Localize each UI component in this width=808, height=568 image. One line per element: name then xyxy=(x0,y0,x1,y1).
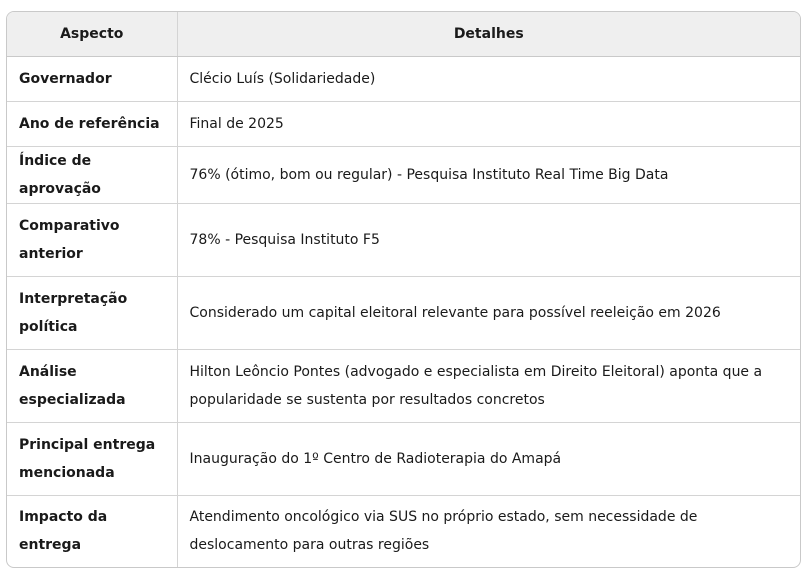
detail-cell: Inauguração do 1º Centro de Radioterapia do Amapá xyxy=(177,422,800,495)
detail-cell: Final de 2025 xyxy=(177,101,800,146)
aspect-cell: Impacto da entrega xyxy=(7,495,177,567)
table-row xyxy=(7,276,800,349)
table-row xyxy=(7,349,800,422)
aspect-cell: Índice de aprovação xyxy=(7,146,177,203)
column-header-aspect: Aspecto xyxy=(7,12,177,56)
aspect-cell: Interpretação política xyxy=(7,276,177,349)
aspect-cell: Análise especializada xyxy=(7,349,177,422)
aspect-cell: Comparativo anterior xyxy=(7,203,177,276)
table-row xyxy=(7,203,800,276)
table-row xyxy=(7,495,800,567)
table-header xyxy=(7,12,800,56)
table-body xyxy=(7,56,800,567)
detail-cell: Atendimento oncológico via SUS no próprio estado, sem necessidade de deslocamento para outras regiões xyxy=(189,509,698,554)
aspect-cell: Governador xyxy=(7,56,177,101)
data-table xyxy=(7,12,800,567)
data-table-container xyxy=(6,11,801,568)
detail-cell: Clécio Luís (Solidariedade) xyxy=(177,56,800,101)
table-row xyxy=(7,101,800,146)
detail-cell: 76% (ótimo, bom ou regular) - Pesquisa Instituto Real Time Big Data xyxy=(177,146,800,203)
detail-cell: 78% - Pesquisa Instituto F5 xyxy=(177,203,800,276)
table-row xyxy=(7,422,800,495)
header-row xyxy=(7,12,800,56)
detail-cell: Hilton Leôncio Pontes (advogado e especialista em Direito Eleitoral) aponta que a popularidade se sustenta por resultados concretos xyxy=(177,349,800,422)
table-row xyxy=(7,56,800,101)
aspect-cell: Ano de referência xyxy=(7,101,177,146)
detail-cell: Considerado um capital eleitoral relevante para possível reeleição em 2026 xyxy=(177,276,800,349)
aspect-cell: Principal entrega mencionada xyxy=(7,422,177,495)
column-header-details: Detalhes xyxy=(177,12,800,56)
table-row xyxy=(7,146,800,203)
